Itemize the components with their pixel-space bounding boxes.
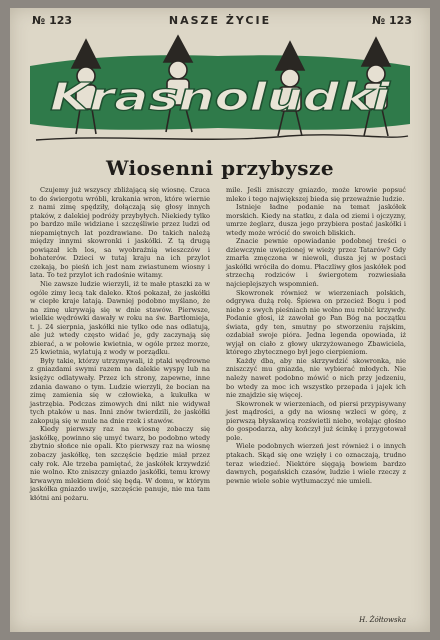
- paragraph: Znacie pewnie opowiadanie podobnej treści o dziewczynie uwięzionej w wieży przez Tatarów? Gdy zmarła zmęczona w niewoli, dusza jej w postaci jaskółki wróciła do domu. Płaczliwy głos jaskółek pod strzechą rodziców i świergotem rozwiesiała najcieplejszych wspomnień.: [226, 237, 406, 289]
- paragraph: Kiedy pierwszy raz na wiosnę zobaczy się jaskółkę, powinno się umyć twarz, bo podobno wtedy zbytnio słońce nie opali. Kto pierwszy raz na wiosnę zobaczy jaskółkę, ten szczęście będzie miał przez cały rok. Ale trzeba pamiętać, że jaskółek krzywdzić nie wolno. Kto zniszczy gniazdo jaskółki, temu krowy krwawym mlekiem doić się będą. W domu, w którym jaskółka gniazdo uwije, szczęście panuje, nie ma tam kłótni ani pożaru.: [30, 425, 210, 502]
- paragraph: Skowronek również w wierzeniach polskich, odgrywa dużą rolę. Śpiewa on przecież Bogu i pod niebo z swych pieśniach nie wolno mu robić krzywdy. Podanie głosi, iż zawołał go Pan Bóg na początku świata, gdy ten, smutny po stworzeniu rajskim, ozdabiał swoje pióra. Jedna legenda opowiada, iż wyjął on ciało z głowy ukrzyżowanego Zbawiciela, którego zbytecznego był jego cierpieniom.: [226, 288, 406, 357]
- paragraph: Były takie, którzy utrzymywali, iż ptaki wędrowne z gniazdami swymi razem na dalekie wyspy lub na księżyc odlatywały. Przez ich strony, zapewne, inne zdania dawano o tym. Ludzie wierzyli, że bocian na zimę zamienia się w człowieka, a kukułka w jastrzębia. Podczas zimowych dni nikt nie widywał tych ptaków u nas. Inni znów twierdzili, że jaskółki zakopują się w mule na dnie rzek i stawów.: [30, 356, 210, 425]
- series-title: Krasnoludki: [50, 75, 392, 119]
- paragraph: Nie zawsze ludzie wierzyli, iż te małe ptaszki za w ogóle zimy lecą tak daleko. Ktoś pokazał, że jaskółki w ciepłe kraje latają. Dawniej podobno myślano, że na zimę ukrywają się w dnie stawów. Pierwsze, wielkie wędrówki dawały w roku na św. Bartłomieja, t. j. 24 sierpnia, jaskółki nie tylko ode nas odlatują, ale już wtedy często widać je, gdy zaczynają się zbierać, a w połowie kwietnia, w ogóle przez morze, 25 kwietnia, wylatują z wody w porządku.: [30, 280, 210, 357]
- author-signature: H. Żółtowska: [359, 616, 406, 624]
- magazine-page: [10, 8, 430, 632]
- header-illustration: [28, 32, 412, 152]
- paragraph: mile. Jeśli zniszczy gniazdo, może krowie popsuć mleko i tego największej bieda się przeważnie ludzie.: [226, 186, 406, 203]
- article-left-column: [30, 186, 210, 502]
- article-right-column: [226, 186, 406, 485]
- paragraph: Każdy dba, aby nie skrzywdzić skowronka, nie zniszczyć mu gniazda, nie wybierać młodych. Nie należy nawet podobno mówić o nich przy jedzeniu, bo wtedy za moc ich wszystko przepada i jajek ich nie znajdzie się więcej.: [226, 356, 406, 400]
- magazine-title: NASZE ŻYCIE: [168, 14, 272, 27]
- article-title: Wiosenni przybysze: [105, 156, 335, 180]
- paragraph: Skowronek w wierzeniach, od piersi przypisywany jest mądrości, a gdy na wiosnę wzleci w górę, z pierwszą błyskawicą rozświetli niebo, wołając głośno do gospodarza, aby kończył już ścinkę i przygotował pole.: [226, 399, 406, 442]
- paragraph: Czujemy już wszyscy zbliżającą się wiosnę. Czuca to do świergotu wróbli, krakania wron, które wiernie z nami zimę spędziły, dołączają się głosy innych ptaków, z dalekiej podróży przybyłych. Niekiedy tylko po bardzo mile widziane i szczęśliwie przez ludzi od niepamiętnych lat pozdrawiane. Do takich należą między innymi skowronki i jaskółki. Z tą drugą powiązał ich los, sa wyobraźnią wieszczów i bohaterów. Dzieci w tutaj kraju na ich przylot czekają, bo pieśń ich jest nam zwiastunem wiosny i lata. To też przylot ich radośnie witamy.: [30, 186, 210, 280]
- running-head: [10, 14, 430, 32]
- issue-number-left: № 123: [32, 14, 73, 27]
- paragraph: Istnieje ładne podanie na temat jaskółek morskich. Kiedy na statku, z dala od ziemi i ojczyzny, umrze żeglarz, dusza jego przybiera postać jaskółki i wtedy może wrócić do swoich bliskich.: [226, 203, 406, 237]
- issue-number-right: № 123: [371, 14, 412, 27]
- header-ground-line: [36, 135, 408, 140]
- paragraph: Wiele podobnych wierzeń jest również i o innych ptakach. Skąd się one wzięły i co oznaczają, trudno teraz wiedzieć. Niektóre sięgają bowiem bardzo dawnych, pogańskich czasów, ludzie i wiele rzeczy z pewnie wiele sobie wytłumaczyć nie umieli.: [226, 442, 406, 485]
